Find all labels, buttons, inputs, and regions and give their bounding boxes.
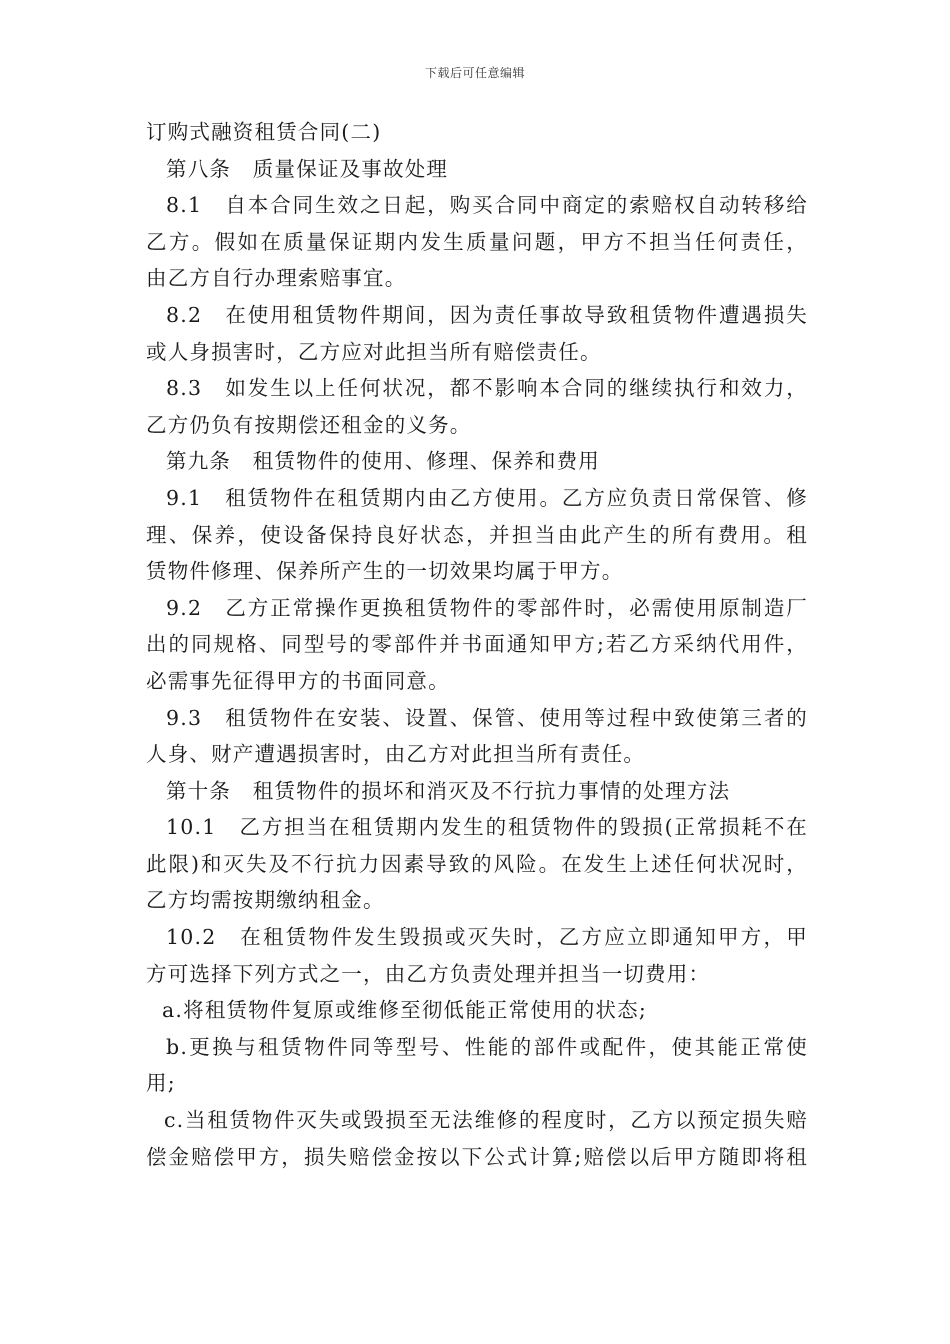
clause-10-2-line-2: 方可选择下列方式之一，由乙方负责处理并担当一切费用： [146, 961, 711, 986]
clause-8-3-line-1: 8.3 如发生以上任何状况，都不影响本合同的继续执行和效力， [166, 376, 808, 401]
clause-8-2-line-2: 或人身损害时，乙方应对此担当所有赔偿责任。 [146, 339, 602, 364]
clause-10-2-line-1: 10.2 在租赁物件发生毁损或灭失时，乙方应立即通知甲方，甲 [166, 925, 808, 950]
section-heading-10: 第十条 租赁物件的损坏和消灭及不行抗力事情的处理方法 [166, 778, 731, 803]
option-c-line-1: c.当租赁物件灭失或毁损至无法维修的程度时，乙方以预定损失赔 [164, 1108, 808, 1133]
clause-9-1-line-3: 赁物件修理、保养所产生的一切效果均属于甲方。 [146, 559, 624, 584]
clause-10-1-line-3: 乙方均需按期缴纳租金。 [146, 888, 385, 913]
clause-10-1-line-1: 10.1 乙方担当在租赁期内发生的租赁物件的毁损(正常损耗不在 [166, 815, 808, 840]
clause-9-1-line-1: 9.1 租赁物件在租赁期内由乙方使用。乙方应负责日常保管、修 [166, 485, 808, 510]
document-body [146, 114, 808, 1175]
clause-9-1-line-2: 理、保养，使设备保持良好状态，并担当由此产生的所有费用。租 [146, 522, 808, 547]
clause-8-1-line-2: 乙方。假如在质量保证期内发生质量问题，甲方不担当任何责任， [146, 229, 808, 254]
clause-9-2-line-1: 9.2 乙方正常操作更换租赁物件的零部件时，必需使用原制造厂 [166, 595, 808, 620]
clause-9-3-line-1: 9.3 租赁物件在安装、设置、保管、使用等过程中致使第三者的 [166, 705, 808, 730]
option-b-line-2: 用; [146, 1071, 176, 1096]
option-a: a.将租赁物件复原或维修至彻低能正常使用的状态; [162, 998, 647, 1023]
option-b-line-1: b.更换与租赁物件同等型号、性能的部件或配件，使其能正常使 [166, 1034, 808, 1059]
clause-8-1-line-1: 8.1 自本合同生效之日起，购买合同中商定的索赔权自动转移给 [166, 193, 808, 218]
section-heading-8: 第八条 质量保证及事故处理 [166, 156, 449, 181]
clause-9-2-line-2: 出的同规格、同型号的零部件并书面通知甲方;若乙方采纳代用件， [146, 632, 808, 657]
clause-10-1-line-2: 此限)和灭失及不行抗力因素导致的风险。在发生上述任何状况时， [146, 851, 808, 876]
section-heading-9: 第九条 租赁物件的使用、修理、保养和费用 [166, 449, 600, 474]
page-header: 下载后可任意编辑 [424, 66, 525, 80]
clause-8-2-line-1: 8.2 在使用租赁物件期间，因为责任事故导致租赁物件遭遇损失 [166, 302, 808, 327]
clause-8-1-line-3: 由乙方自行办理索赔事宜。 [146, 266, 407, 291]
clause-9-3-line-2: 人身、财产遭遇损害时，由乙方对此担当所有责任。 [146, 742, 646, 767]
option-c-line-2: 偿金赔偿甲方，损失赔偿金按以下公式计算;赔偿以后甲方随即将租 [146, 1144, 808, 1169]
document-title: 订购式融资租赁合同(二) [146, 120, 382, 144]
clause-8-3-line-2: 乙方仍负有按期偿还租金的义务。 [146, 412, 472, 437]
clause-9-2-line-3: 必需事先征得甲方的书面同意。 [146, 668, 450, 693]
